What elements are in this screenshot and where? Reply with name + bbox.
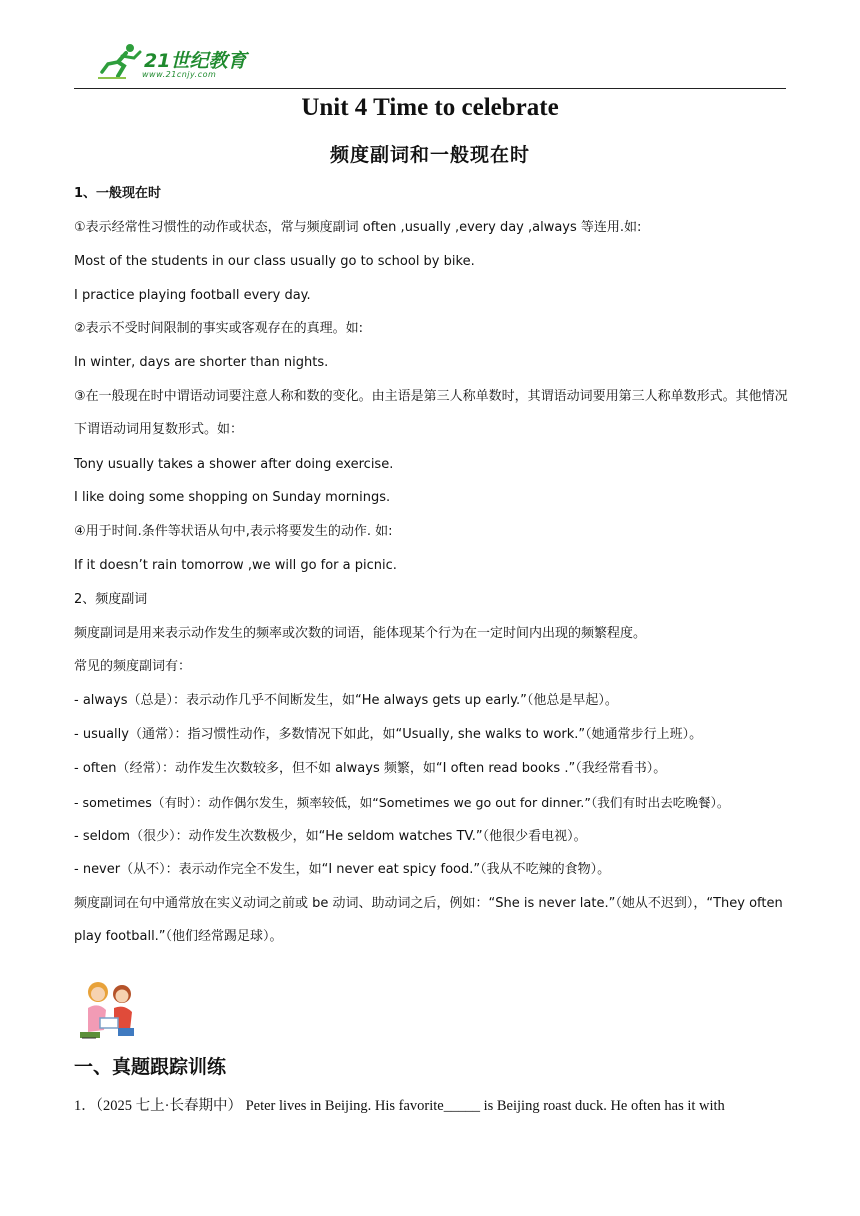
paragraph-line: ②表示不受时间限制的事实或客观存在的真理。如: xyxy=(74,321,364,336)
page-title: Unit 4 Time to celebrate xyxy=(301,94,559,121)
question-1: 1．（2025 七上·长春期中） Peter lives in Beijing. His favorite_____ is Beijing roast duck. He often has it with xyxy=(74,1098,725,1114)
heading-frequency-adverbs: 2、频度副词 xyxy=(74,592,148,607)
paragraph-line: ①表示经常性习惯性的动作或状态，常与频度副词 often ,usually ,every day ,always 等连用.如: xyxy=(74,220,642,235)
children-reading-icon xyxy=(74,978,140,1044)
example-sentence: In winter, days are shorter than nights. xyxy=(74,355,329,370)
paragraph-line: 常见的频度副词有： xyxy=(74,659,192,674)
site-logo xyxy=(96,40,266,84)
paragraph-line: 频度副词在句中通常放在实义动词之前或 be 动词、助动词之后，例如：“She is never late.”（她从不迟到），“They often play football.”（他们经常踢足球）。 xyxy=(74,896,783,944)
page-header xyxy=(74,38,786,89)
list-item: - sometimes（有时）：动作偶尔发生，频率较低，如“Sometimes we go out for dinner.”（我们有时出去吃晚餐）。 xyxy=(74,795,730,810)
heading-present-tense: 1、一般现在时 xyxy=(74,186,162,201)
example-sentence: Most of the students in our class usually go to school by bike. xyxy=(74,254,475,269)
paragraph-line: ④用于时间.条件等状语从句中,表示将要发生的动作. 如: xyxy=(74,524,393,539)
section-title: 一、真题跟踪训练 xyxy=(74,1056,227,1078)
paragraph-line: ③在一般现在时中谓语动词要注意人称和数的变化。由主语是第三人称单数时，其谓语动词要用第三人称单数形式。其他情况下谓语动词用复数形式。如： xyxy=(74,389,788,437)
page-subtitle: 频度副词和一般现在时 xyxy=(329,144,530,166)
list-item: - always（总是）：表示动作几乎不间断发生，如“He always gets up early.”（他总是早起）。 xyxy=(74,693,618,708)
example-sentence: Tony usually takes a shower after doing exercise. xyxy=(74,457,394,472)
reading-kids-illustration xyxy=(74,978,140,1044)
list-item: - usually（通常）：指习惯性动作，多数情况下如此，如“Usually, she walks to work.”（她通常步行上班）。 xyxy=(74,727,703,742)
running-man-icon xyxy=(96,42,144,82)
example-sentence: I like doing some shopping on Sunday mornings. xyxy=(74,490,391,505)
example-sentence: I practice playing football every day. xyxy=(74,288,311,303)
example-sentence: If it doesn’t rain tomorrow ,we will go for a picnic. xyxy=(74,558,397,573)
list-item: - often（经常）：动作发生次数较多，但不如 always 频繁，如“I often read books .”（我经常看书）。 xyxy=(74,761,667,776)
paragraph-line: 频度副词是用来表示动作发生的频率或次数的词语，能体现某个行为在一定时间内出现的频繁程度。 xyxy=(74,626,647,641)
logo-text: 21世纪教育 xyxy=(144,50,247,72)
list-item: - never（从不）：表示动作完全不发生，如“I never eat spicy food.”（我从不吃辣的食物）。 xyxy=(74,862,611,877)
list-item: - seldom（很少）：动作发生次数极少，如“He seldom watches TV.”（他很少看电视）。 xyxy=(74,829,587,844)
logo-url: www.21cnjy.com xyxy=(142,70,217,79)
